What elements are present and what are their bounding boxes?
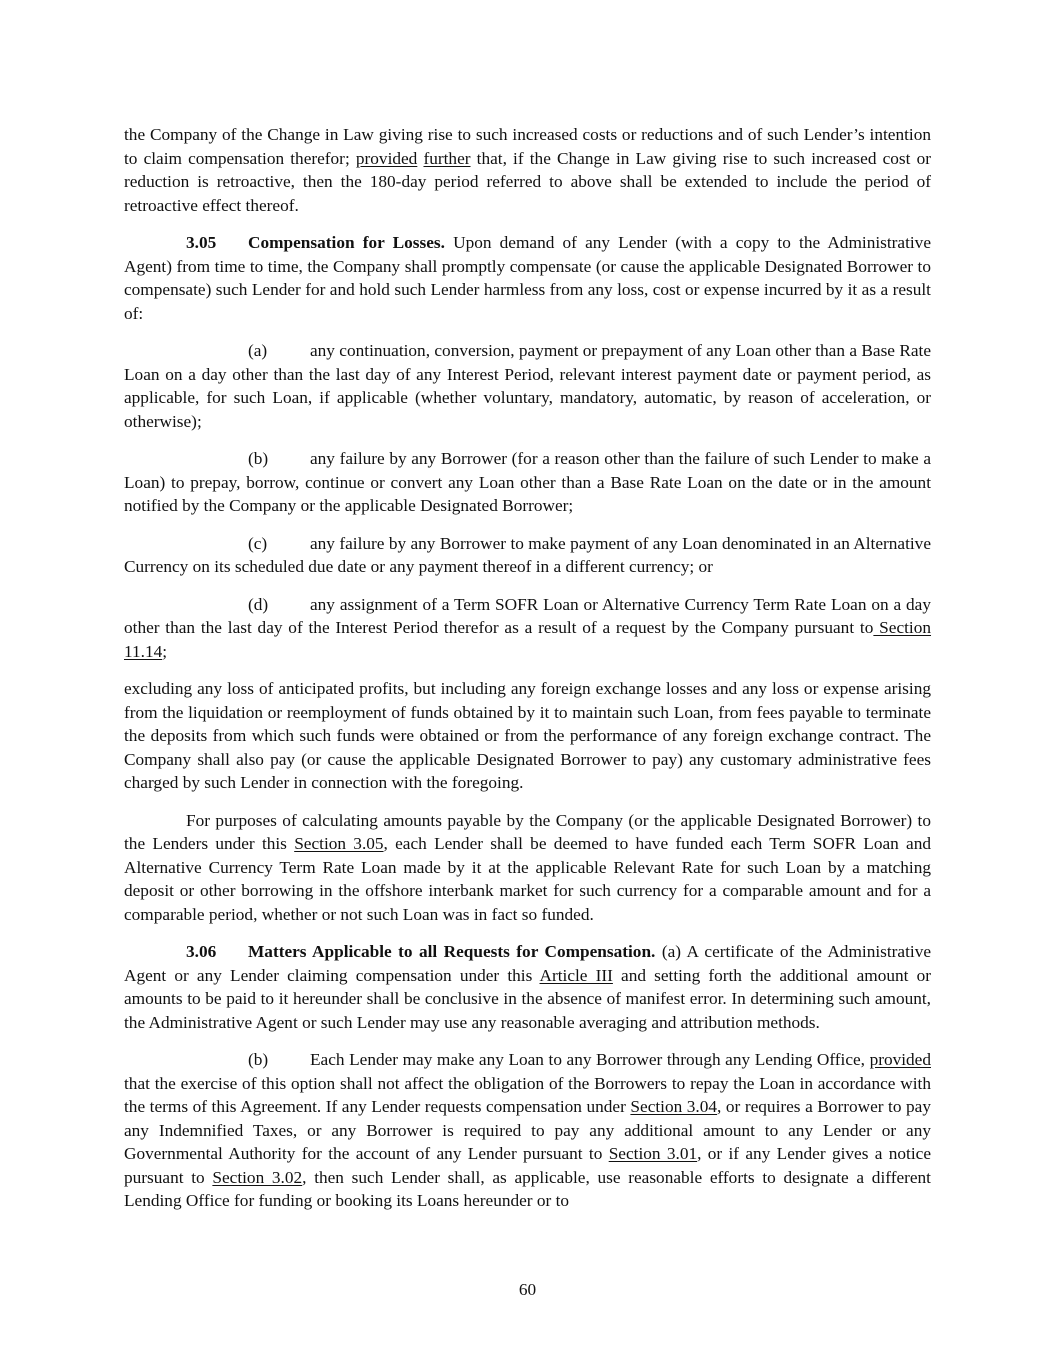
text: that, if the Change in Law giving rise to such increased cost or reduction is retroactive, then the 180-day period referred to above shall be extended to include the period of retroactive effect thereof.: [124, 148, 931, 215]
paragraph-excluding: excluding any loss of anticipated profits, but including any foreign exchange losses and any loss or expense arising from the liquidation or reemployment of funds obtained by it to maintain such Loan, from fees payable to terminate the deposits from which such funds were obtained or from the performance of any foreign exchange contract. The Company shall also pay (or cause the applicable Designated Borrower to pay) any customary administrative fees charged by such Lender in connection with the foregoing.: [124, 679, 931, 792]
clause-label: (a): [248, 341, 268, 360]
text: , each Lender shall be deemed to have funded each Term SOFR Loan and Alternative Currency Term Rate Loan made by it at the applicable Relevant Rate for such Loan by a matching deposit or other borrowing in the offshore interbank market for such currency for a comparable amount and for a comparable period, whether or not such Loan was in fact so funded.: [124, 834, 931, 924]
clause-3-06-b: [124, 1048, 931, 1213]
clause-label: (d): [248, 594, 269, 614]
text: ;: [162, 641, 168, 661]
clause-c: [124, 532, 931, 579]
section-title: Compensation for Losses.: [248, 233, 445, 252]
clause-label: (c): [248, 533, 268, 553]
text: , or if any Lender gives a notice pursuant to: [124, 1144, 931, 1187]
text: the Company of the Change in Law giving rise to such increased costs or reductions and of such Lender’s intention to claim compensation therefor;: [124, 125, 931, 168]
section-3-01-link[interactable]: Section 3.01: [608, 1144, 698, 1163]
provided-term: provided: [355, 148, 418, 168]
article-iii-link[interactable]: Article III: [539, 965, 613, 985]
section-number: 3.05: [186, 233, 217, 252]
text: and setting forth the additional amount or amounts to be paid to it hereunder shall be conclusive in the absence of manifest error. In determining such amount, the Administrative Agent or such Lender may use any reasonable averaging and attribution methods.: [124, 965, 931, 1032]
section-3-05: [124, 231, 931, 325]
document-page: [124, 123, 931, 1227]
text: , then such Lender shall, as applicable, use reasonable efforts to designate a different Lending Office for funding or booking its Loans hereunder or to: [124, 1167, 931, 1210]
section-text: Upon demand of any Lender (with a copy to the Administrative Agent) from time to time, the Company shall promptly compensate (or cause the applicable Designated Borrower to compensate) such Lender for and hold such Lender harmless from any loss, cost or expense incurred by it as a result of:: [124, 233, 931, 323]
text: that the exercise of this option shall not affect the obligation of the Borrowers to repay the Loan in accordance with the terms of this Agreement. If any Lender requests compensation under: [124, 1073, 931, 1116]
page-number: 60: [518, 1280, 537, 1299]
section-3-05-link[interactable]: Section 3.05: [294, 834, 384, 853]
section-3-06: [124, 940, 931, 1034]
paragraph-change-in-law-continuation: [124, 123, 931, 217]
clause-label: (b): [248, 449, 269, 468]
section-title: Matters Applicable to all Requests for Compensation.: [248, 942, 656, 961]
section-11-14-link[interactable]: Section 11.14: [124, 618, 932, 661]
clause-a: [124, 339, 931, 433]
clause-label: (b): [248, 1050, 269, 1069]
further-term: further: [423, 148, 471, 168]
clause-d: [124, 593, 931, 664]
text: For purposes of calculating amounts payable by the Company (or the applicable Designated Borrower) to the Lenders under this: [124, 810, 931, 853]
clause-text: any failure by any Borrower to make payment of any Loan denominated in an Alternative Currency on its scheduled due date or any payment thereof in a different currency; or: [124, 533, 931, 576]
text: Each Lender may make any Loan to any Borrower through any Lending Office,: [310, 1050, 870, 1069]
clause-text: any continuation, conversion, payment or prepayment of any Loan other than a Base Rate Loan on a day other than the last day of any Interest Period, relevant interest payment date or payment period, as applicable, for such Loan, if applicable (whether voluntary, mandatory, automatic, by reason of acceleration, or otherwise);: [124, 341, 931, 431]
clause-text: any assignment of a Term SOFR Loan or Alternative Currency Term Rate Loan on a day other than the last day of the Interest Period therefor as a result of a request by the Company pursuant to: [124, 594, 931, 637]
paragraph-for-purposes: [124, 809, 931, 927]
section-3-02-link[interactable]: Section 3.02: [212, 1167, 303, 1187]
clause-text: any failure by any Borrower (for a reason other than the failure of such Lender to make a Loan) to prepay, borrow, continue or convert any Loan other than a Base Rate Loan on the date or in the amount notified by the Company or the applicable Designated Borrower;: [124, 449, 931, 515]
text: , or requires a Borrower to pay any Indemnified Taxes, or any Borrower is required to pay any additional amount to any Lender or any Governmental Authority for the account of any Lender pursuant to: [124, 1097, 931, 1163]
provided-term: provided: [869, 1050, 931, 1069]
text: (a) A certificate of the Administrative Agent or any Lender claiming compensation under this: [124, 942, 932, 985]
section-3-04-link[interactable]: Section 3.04: [630, 1097, 718, 1116]
section-number: 3.06: [186, 942, 217, 961]
clause-b: [124, 447, 931, 518]
